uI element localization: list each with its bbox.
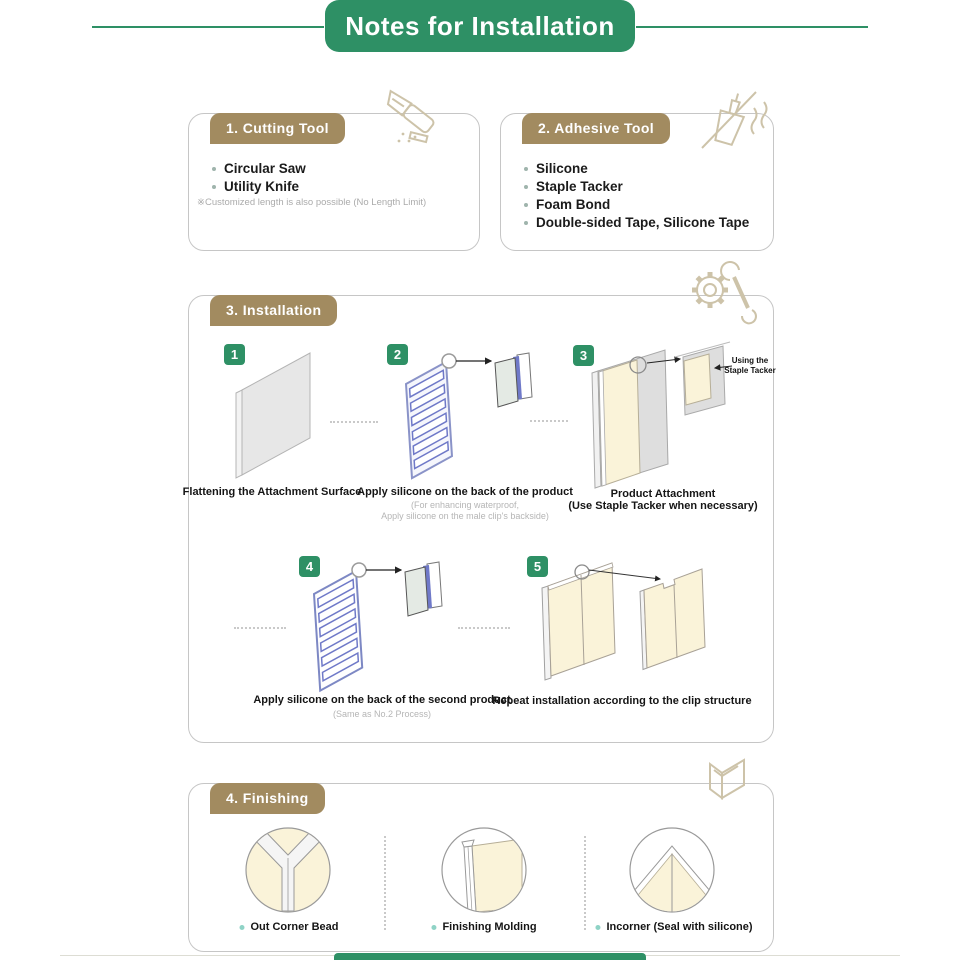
step2-caption: Apply silicone on the back of the product xyxy=(357,486,573,498)
gear-wrench-icon xyxy=(678,258,764,332)
step5-caption: Repeat installation according to the clip structure xyxy=(492,695,752,707)
bullet-icon xyxy=(212,185,216,189)
list-item-label: Silicone xyxy=(536,161,588,176)
finishing-caption-label: Incorner (Seal with silicone) xyxy=(606,921,753,933)
step2-subcaption: Apply silicone on the male clip's backside) xyxy=(381,511,549,521)
step-badge-4: 4 xyxy=(299,556,320,577)
out-corner-bead-illustration xyxy=(238,820,338,920)
list-item-label: Foam Bond xyxy=(536,197,611,212)
list-item xyxy=(524,160,749,178)
list-item-label: Double-sided Tape, Silicone Tape xyxy=(536,215,750,230)
annotation-line: Staple Tacker xyxy=(724,366,776,376)
step2-silicone-illustration xyxy=(398,346,538,488)
bullet-icon xyxy=(524,221,528,225)
staple-tacker-annotation xyxy=(722,356,778,377)
header-rule-right xyxy=(636,26,868,28)
section-label-adhesive-tool: 2. Adhesive Tool xyxy=(522,113,670,144)
header-rule-left xyxy=(92,26,324,28)
cutting-tool-list xyxy=(212,160,306,196)
finishing-caption xyxy=(239,921,338,933)
cutting-note: ※Customized length is also possible (No Length Limit) xyxy=(197,197,427,208)
dotted-separator xyxy=(234,627,286,629)
step4-subcaption: (Same as No.2 Process) xyxy=(332,709,432,719)
finishing-caption-label: Finishing Molding xyxy=(442,921,537,933)
finishing-caption xyxy=(431,921,536,933)
callout-circle xyxy=(442,354,456,368)
step-badge-2: 2 xyxy=(387,344,408,365)
step1-caption: Flattening the Attachment Surface xyxy=(182,486,362,498)
bullet-icon xyxy=(212,167,216,171)
step-badge-1: 1 xyxy=(224,344,245,365)
page-title: Notes for Installation xyxy=(325,0,635,52)
list-item xyxy=(212,178,306,196)
step4-silicone-illustration xyxy=(306,554,450,698)
list-item-label: Utility Knife xyxy=(224,179,300,194)
finishing-caption xyxy=(595,921,752,933)
dotted-separator xyxy=(584,836,586,930)
list-item xyxy=(524,214,749,232)
bullet-icon xyxy=(524,203,528,207)
bullet-icon xyxy=(524,167,528,171)
next-section-banner-edge xyxy=(334,953,646,960)
dotted-separator xyxy=(330,421,378,423)
step2-subcaption: (For enhancing waterproof, xyxy=(410,500,520,510)
utility-knife-icon xyxy=(374,88,444,150)
list-item-label: Staple Tacker xyxy=(536,179,623,194)
step5-repeat-illustration xyxy=(536,556,726,690)
step4-caption: Apply silicone on the back of the second product xyxy=(253,694,511,706)
corner-molding-icon xyxy=(698,752,758,810)
list-item xyxy=(524,196,749,214)
callout-circle xyxy=(352,563,366,577)
bullet-icon xyxy=(239,925,244,930)
finishing-caption-label: Out Corner Bead xyxy=(250,921,339,933)
bullet-icon xyxy=(524,185,528,189)
dotted-separator xyxy=(384,836,386,930)
silicone-gun-icon xyxy=(694,84,772,156)
finishing-molding-illustration xyxy=(434,820,534,920)
list-item xyxy=(524,178,749,196)
bullet-icon xyxy=(595,925,600,930)
section-label-installation: 3. Installation xyxy=(210,295,337,326)
step3-caption: (Use Staple Tacker when necessary) xyxy=(568,500,758,512)
section-label-finishing: 4. Finishing xyxy=(210,783,325,814)
incorner-illustration xyxy=(622,820,722,920)
step1-panel-illustration xyxy=(226,346,321,480)
adhesive-tool-list xyxy=(524,160,749,232)
list-item xyxy=(212,160,306,178)
annotation-line: Using the xyxy=(731,356,769,365)
list-item-label: Circular Saw xyxy=(224,161,306,176)
step-badge-5: 5 xyxy=(527,556,548,577)
dotted-separator xyxy=(458,627,510,629)
step3-caption: Product Attachment xyxy=(610,488,716,500)
bullet-icon xyxy=(431,925,436,930)
section-label-cutting-tool: 1. Cutting Tool xyxy=(210,113,345,144)
step-badge-3: 3 xyxy=(573,345,594,366)
